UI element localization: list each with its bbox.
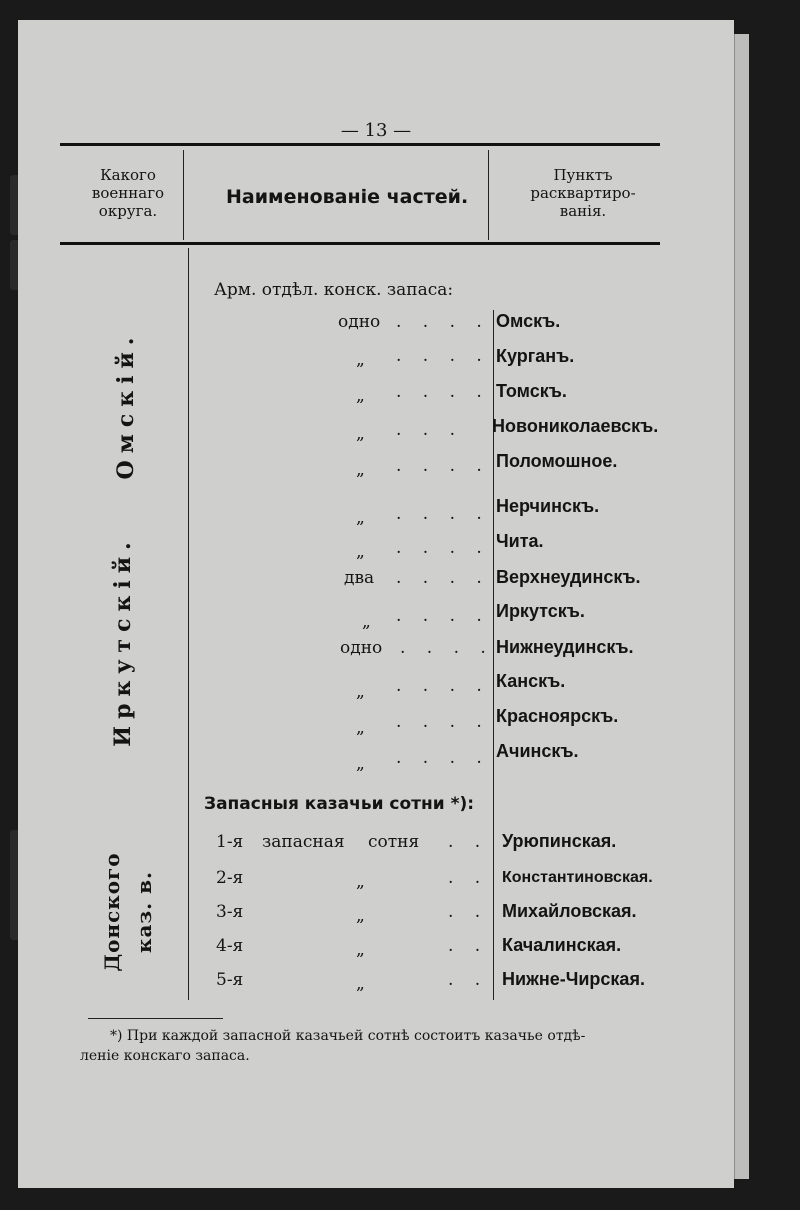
header-district: Какого военнаго округа.: [91, 166, 165, 220]
table-top-rule: [60, 143, 660, 146]
district-don: Донского каз. в.: [100, 852, 156, 972]
page-number: — 13 —: [340, 120, 412, 141]
district-omsk: Омскій.: [113, 330, 139, 480]
col-divider-1: [188, 248, 189, 1000]
col-divider-2-header: [488, 150, 489, 240]
document-page: — 13 — Какого военнаго округа. Наименованіе частей. Пунктъ расквартиро- ванія. Омскій. Иркутскій. Донского каз. в. Арм. отдѣл. конск. запаса: одно . . . . Омскъ. „ . . . . Курганъ. „ . . . . Томскъ. „ . . . Новониколаевскъ. „ . . . . Поломошное. „ . . . . Нерчинскъ. „ . . . . Чита. два . . . . Верхнеудинскъ. „ . . . . Иркутскъ. одно . . . . Нижнеудинскъ. „ . . . . Канскъ. „ . . . . Красноярскъ. „ . . . . Ачинскъ. Запасныя казачьи сотни *): 1-я запасная сотня . . Урюпинская. 2-я „ . . Константиновская. 3-я „ . . Михайловская. 4-я „ . . Качалинская. 5-я „ . . Нижне-Чирская. *) При каждой запасной казачьей сотнѣ состоитъ казачье отдѣ- леніе конскаго запаса.: [18, 20, 734, 1188]
district-irkutsk: Иркутскій.: [110, 535, 136, 747]
section-heading-cossack: Запасныя казачьи сотни *):: [204, 794, 475, 814]
col-divider-1-header: [183, 150, 184, 240]
header-units: Наименованіе частей.: [226, 186, 469, 208]
footnote-rule: [88, 1018, 223, 1019]
header-location: Пунктъ расквартиро- ванія.: [530, 166, 636, 220]
table-header-rule: [60, 242, 660, 245]
page-edge: [734, 34, 749, 1179]
section-heading-remount: Арм. отдѣл. конск. запаса:: [214, 280, 454, 300]
footnote: *) При каждой запасной казачьей сотнѣ состоитъ казачье отдѣ- леніе конскаго запаса.: [80, 1028, 586, 1064]
